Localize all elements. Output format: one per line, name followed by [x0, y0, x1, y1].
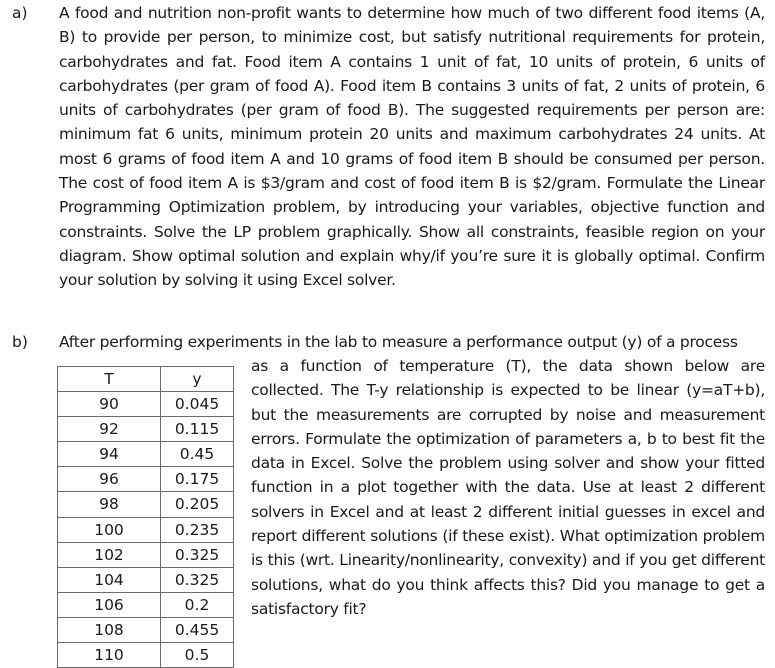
cell-y: 0.045 — [161, 392, 234, 417]
cell-y: 0.115 — [161, 417, 234, 442]
part-b-first-line: After performing experiments in the lab to measure a performance output (y) of a process — [59, 333, 738, 351]
header-t: T — [58, 367, 161, 392]
table-row — [58, 617, 234, 642]
cell-y: 0.235 — [161, 517, 234, 542]
cell-t: 94 — [58, 442, 161, 467]
cell-y: 0.2 — [161, 592, 234, 617]
table-row — [58, 492, 234, 517]
cell-y: 0.325 — [161, 542, 234, 567]
table-header-row — [58, 367, 234, 392]
table-row — [58, 567, 234, 592]
cell-y: 0.45 — [161, 442, 234, 467]
cell-t: 100 — [58, 517, 161, 542]
table-row — [58, 643, 234, 668]
cell-t: 96 — [58, 467, 161, 492]
table-row — [58, 442, 234, 467]
cell-y: 0.455 — [161, 617, 234, 642]
cell-t: 102 — [58, 542, 161, 567]
table-row — [58, 467, 234, 492]
table-row — [58, 592, 234, 617]
cell-y: 0.5 — [161, 643, 234, 668]
data-table — [57, 366, 234, 668]
table-row — [58, 417, 234, 442]
cell-y: 0.205 — [161, 492, 234, 517]
part-a-text: A food and nutrition non-profit wants to determine how much of two different food items (A, B) to provide per person, to minimize cost, but satisfy nutritional requirements for protein, carbohydrates and fat. Food item A contains 1 unit of fat, 10 units of protein, 6 units of carbohydrates (per gram of food A). Food item B contains 3 units of fat, 2 units of protein, 6 units of carbohydrates (per gram of food B). The suggested requirements per person are: minimum fat 6 units, minimum protein 20 units and maximum carbohydrates 24 units. At most 6 grams of food item A and 10 grams of food item B should be consumed per person. The cost of food item A is $3/gram and cost of food item B is $2/gram. Formulate the Linear Programming Optimization problem, by introducing your variables, objective function and constraints. Solve the LP problem graphically. Show all constraints, feasible region on your diagram. Show optimal solution and explain why/if you’re sure it is globally optimal. Confirm your solution by solving it using Excel solver. — [59, 4, 765, 290]
part-a-marker: a) — [12, 4, 28, 22]
cell-t: 92 — [58, 417, 161, 442]
cell-y: 0.325 — [161, 567, 234, 592]
part-b-text: as a function of temperature (T), the data shown below are collected. The T-y relationship is expected to be linear (y=aT+b), but the measurements are corrupted by noise and measurement errors. Formulate the optimization of parameters a, b to best fit the data in Excel. Solve the problem using solver and show your fitted function in a plot together with the data. Use at least 2 different solvers in Excel and at least 2 different initial guesses in excel and report different solutions (if these exist). What optimization problem is this (wrt. Linearity/nonlinearity, convexity) and if you get different solutions, what do you think affects this? Did you manage to get a satisfactory fit? — [251, 357, 765, 618]
cell-t: 98 — [58, 492, 161, 517]
cell-t: 110 — [58, 643, 161, 668]
table-row — [58, 517, 234, 542]
table-row — [58, 392, 234, 417]
table-row — [58, 542, 234, 567]
cell-t: 108 — [58, 617, 161, 642]
part-b-marker: b) — [12, 333, 28, 351]
cell-t: 90 — [58, 392, 161, 417]
cell-t: 104 — [58, 567, 161, 592]
cell-t: 106 — [58, 592, 161, 617]
header-y: y — [161, 367, 234, 392]
cell-y: 0.175 — [161, 467, 234, 492]
